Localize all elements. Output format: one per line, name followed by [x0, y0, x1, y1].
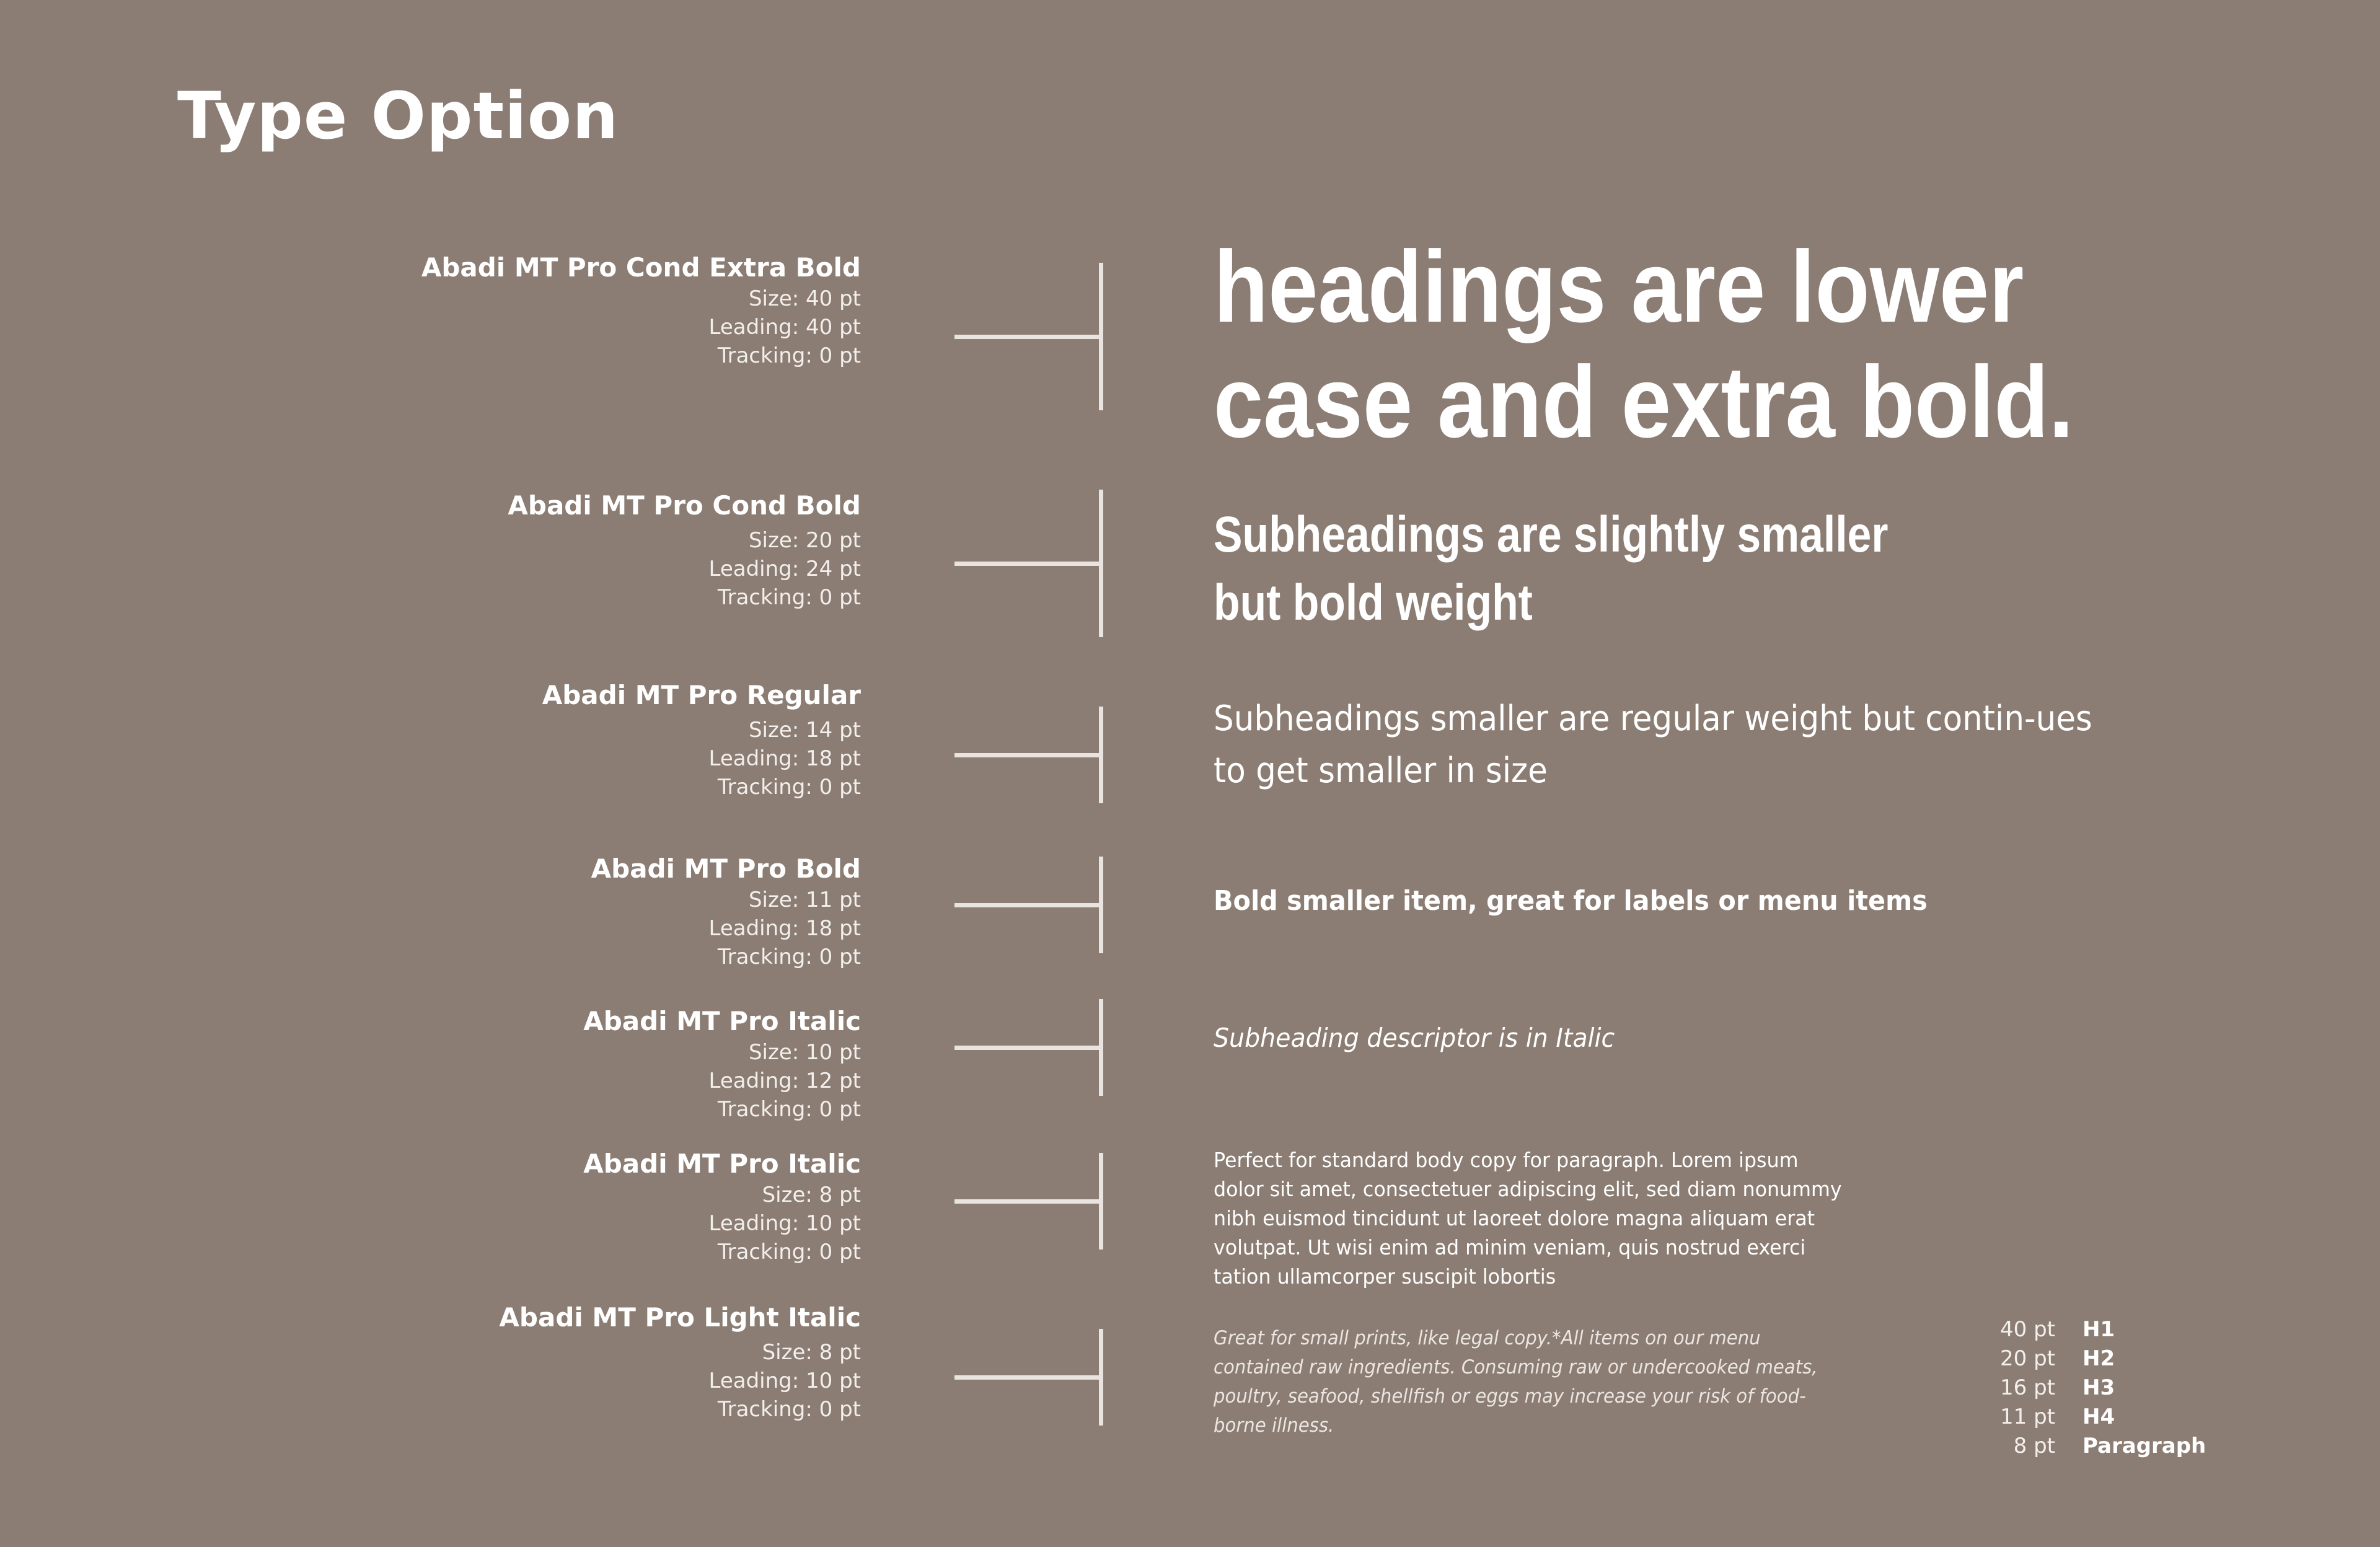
spec-font-name: Abadi MT Pro Regular [542, 680, 861, 710]
spec-tracking: Tracking: 0 pt [717, 343, 861, 368]
bracket-connector [954, 1329, 1103, 1426]
type-spec-italic [117, 1005, 861, 1124]
bracket-arm [954, 1046, 1103, 1050]
type-scale-legend [1983, 1315, 2206, 1461]
bracket-connector [954, 490, 1103, 637]
spec-leading: Leading: 40 pt [708, 314, 861, 340]
page-title: Type Option [177, 78, 619, 154]
scale-tag: H2 [2082, 1346, 2115, 1371]
scale-row [1983, 1344, 2206, 1373]
spec-leading: Leading: 18 pt [708, 746, 861, 771]
bracket-arm [954, 1375, 1103, 1380]
spec-font-name: Abadi MT Pro Bold [591, 853, 861, 884]
spec-tracking: Tracking: 0 pt [717, 1396, 861, 1422]
type-spec-h2 [117, 490, 861, 612]
spec-font-name: Abadi MT Pro Italic [583, 1006, 861, 1036]
scale-size: 11 pt [2000, 1404, 2055, 1429]
spec-font-name: Abadi MT Pro Light Italic [499, 1302, 861, 1333]
sample-heading-h1: headings are lower case and extra bold. [1214, 230, 2074, 459]
spec-leading: Leading: 12 pt [708, 1068, 861, 1093]
sample-descriptor-italic: Subheading descriptor is in Italic [1214, 1023, 1615, 1053]
spec-tracking: Tracking: 0 pt [717, 1239, 861, 1264]
spec-size: Size: 10 pt [748, 1039, 861, 1065]
spec-font-name: Abadi MT Pro Italic [583, 1148, 861, 1179]
scale-size: 16 pt [2000, 1375, 2055, 1400]
bracket-connector [954, 999, 1103, 1096]
spec-size: Size: 14 pt [748, 717, 861, 743]
bracket-connector [954, 263, 1103, 410]
spec-size: Size: 20 pt [748, 527, 861, 553]
bracket-arm [954, 753, 1103, 757]
bracket-arm [954, 335, 1103, 339]
scale-tag: H4 [2082, 1404, 2115, 1429]
bracket-arm [954, 903, 1103, 907]
bracket-connector [954, 857, 1103, 953]
sample-legal-copy: Great for small prints, like legal copy.*All items on our menu contained raw ingredients. Consuming raw or undercooked meats, poultry, seafood, shellfish or eggs may increase your risk of food-borne illness. [1214, 1327, 1818, 1437]
scale-row [1983, 1373, 2206, 1403]
spec-size: Size: 8 pt [762, 1182, 861, 1207]
scale-row [1983, 1432, 2206, 1461]
spec-leading: Leading: 10 pt [708, 1368, 861, 1393]
spec-size: Size: 8 pt [762, 1339, 861, 1365]
bracket-connector [954, 707, 1103, 803]
spec-leading: Leading: 24 pt [708, 556, 861, 581]
spec-tracking: Tracking: 0 pt [717, 774, 861, 800]
sample-label-bold: Bold smaller item, great for labels or menu items [1214, 885, 1928, 917]
type-spec-body [117, 1148, 861, 1266]
scale-size: 8 pt [2013, 1434, 2055, 1458]
scale-row [1983, 1315, 2206, 1344]
type-spec-h4 [117, 853, 861, 971]
spec-leading: Leading: 18 pt [708, 915, 861, 941]
spec-leading: Leading: 10 pt [708, 1210, 861, 1236]
sample-body-paragraph: Perfect for standard body copy for paragraph. Lorem ipsum dolor sit amet, consectetuer adipiscing elit, sed diam nonummy nibh euismod tincidunt ut laoreet dolore magna aliquam erat volutpat. Ut wisi enim ad minim veniam, quis nostrud exerci tation ullamcorper suscipit lobortis [1214, 1148, 1842, 1289]
spec-size: Size: 11 pt [748, 887, 861, 912]
bracket-arm [954, 562, 1103, 566]
spec-size: Size: 40 pt [748, 286, 861, 311]
type-spec-h3 [117, 679, 861, 801]
scale-size: 20 pt [2000, 1346, 2055, 1371]
spec-tracking: Tracking: 0 pt [717, 584, 861, 610]
scale-tag: H1 [2082, 1317, 2115, 1342]
spec-font-name: Abadi MT Pro Cond Extra Bold [421, 252, 861, 283]
bracket-arm [954, 1199, 1103, 1204]
bracket-connector [954, 1153, 1103, 1250]
scale-size: 40 pt [2000, 1317, 2055, 1342]
sample-subheading-h3: Subheadings smaller are regular weight but contin-ues to get smaller in size [1214, 699, 2092, 791]
type-spec-h1 [117, 252, 861, 370]
sample-subheading-h2: Subheadings are slightly smaller but bold weight [1214, 506, 1889, 631]
spec-font-name: Abadi MT Pro Cond Bold [508, 490, 861, 521]
spec-tracking: Tracking: 0 pt [717, 944, 861, 969]
spec-tracking: Tracking: 0 pt [717, 1096, 861, 1122]
type-spec-legal [117, 1302, 861, 1424]
scale-tag: H3 [2082, 1375, 2115, 1400]
scale-row [1983, 1403, 2206, 1432]
scale-tag: Paragraph [2082, 1434, 2206, 1458]
